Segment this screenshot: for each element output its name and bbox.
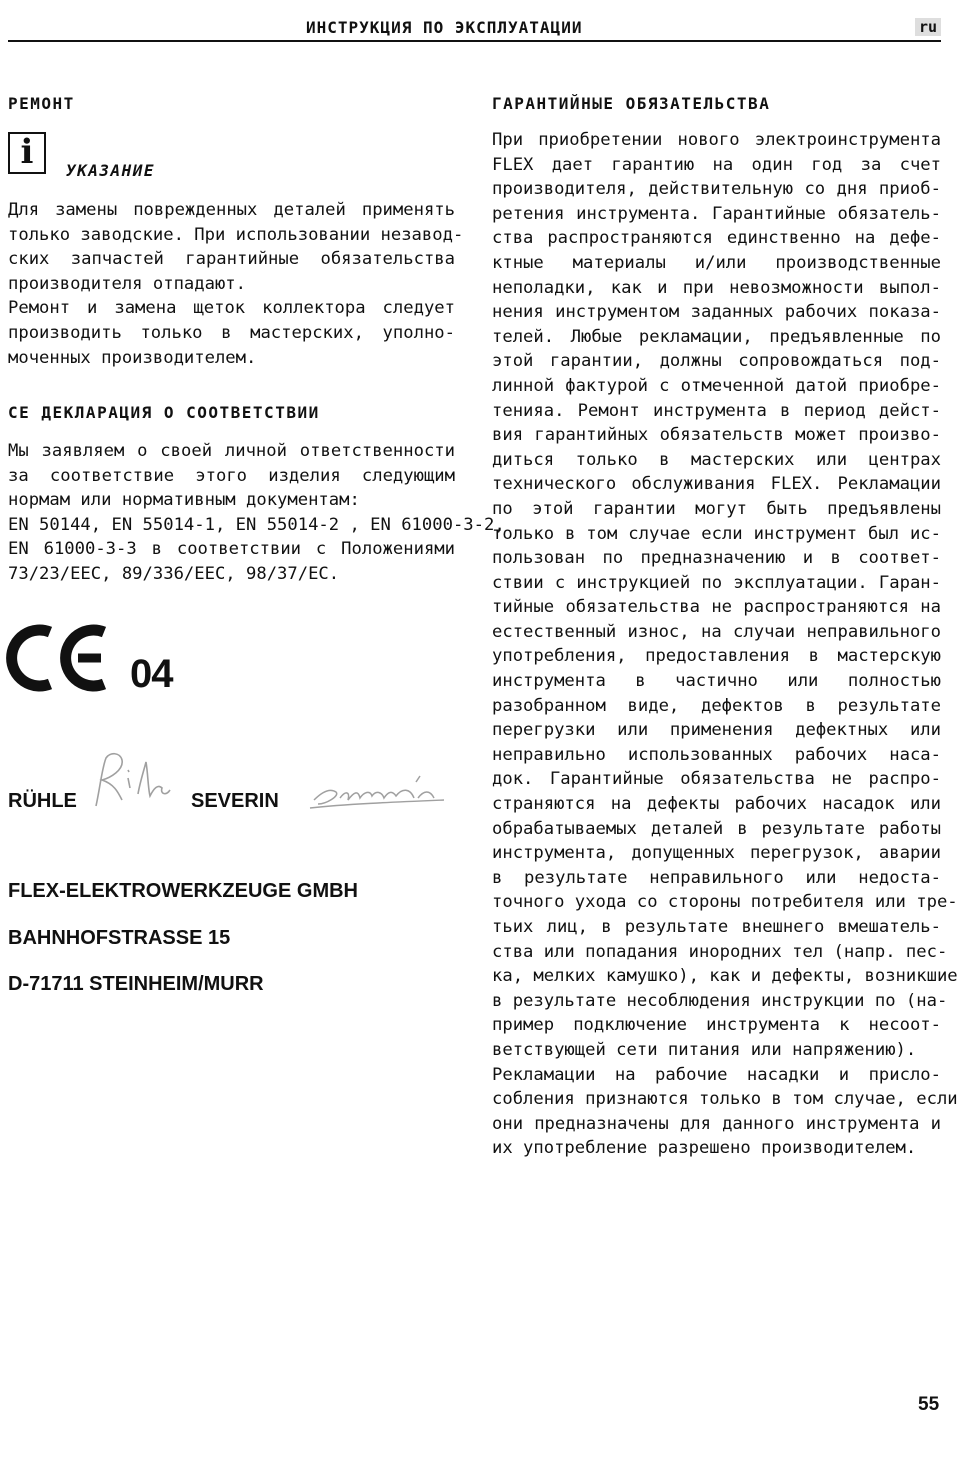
text-line: только в том случае если инструмент был ис- <box>492 523 941 544</box>
text-line: телей. Любые рекламации, предъявленные по <box>492 326 941 347</box>
declaration-text <box>8 439 505 587</box>
text-line: в результате несоблюдения инструкции по (на- <box>492 990 948 1011</box>
text-line: моченных производителем. <box>8 347 257 368</box>
text-line: FLEX дает гарантию на один год за счет <box>492 154 941 175</box>
text-line: нения инструментом заданных рабочих показа- <box>492 302 941 323</box>
text-line: EN 50144, EN 55014-1, EN 55014-2 , EN 61000-3-2, <box>8 514 505 535</box>
text-line: естественный износ, на случаи неправильного <box>492 621 941 642</box>
ce-mark-icon <box>8 622 108 694</box>
text-line: неполадки, как и при невозможности выпол- <box>492 277 941 298</box>
ce-number: 04 <box>130 652 173 696</box>
text-line: производителя отпадают. <box>8 273 246 294</box>
text-line: Рекламации на рабочие насадки и присло- <box>492 1064 941 1085</box>
page-header <box>8 14 941 42</box>
text-line: тийные обязательства не распространяются на <box>492 597 941 618</box>
text-line: пользован по предназначению и в соответ- <box>492 548 941 569</box>
text-line: производить только в мастерских, уполно- <box>8 322 455 343</box>
text-line: собления признаются только в том случае, если <box>492 1089 958 1110</box>
warranty-heading: ГАРАНТИЙНЫЕ ОБЯЗАТЕЛЬСТВА <box>492 94 771 113</box>
text-line: линной фактурой с отмеченной датой приобре- <box>492 375 941 396</box>
text-line: по этой гарантии могут быть предъявлены <box>492 498 941 519</box>
text-line: этой гарантии, должны сопровождаться под- <box>492 351 941 372</box>
text-line: тенияа. Ремонт инструмента в период дейст- <box>492 400 941 421</box>
company-street: BAHNHOFSTRASSE 15 <box>8 927 231 949</box>
page-number: 55 <box>918 1394 940 1415</box>
text-line: ктные материалы и/или производственные <box>492 252 941 273</box>
text-line: ских запчастей гарантийные обязательства <box>8 249 455 270</box>
signature-1-image <box>88 748 184 812</box>
text-line: Мы заявляем о своей личной ответственности <box>8 441 455 461</box>
text-line: Для замены поврежденных деталей применять <box>8 200 455 220</box>
text-line: их употребление разрешено производителем. <box>492 1138 917 1159</box>
text-line: пример подключение инструмента к несоот- <box>492 1015 941 1036</box>
repair-text <box>8 198 464 370</box>
header-title: ИНСТРУКЦИЯ ПО ЭКСПЛУАТАЦИИ <box>306 18 583 37</box>
text-line: неправильно использованных рабочих наса- <box>492 744 941 765</box>
text-line: ретения инструмента. Гарантийные обязатель- <box>492 203 941 224</box>
warranty-text <box>492 128 958 1161</box>
text-line: производителя, действительную со дня приоб- <box>492 179 941 200</box>
text-line: ветствующей сети питания или напряжению). <box>492 1039 917 1060</box>
text-line: При приобретении нового электроинструмента <box>492 130 941 150</box>
text-line: они предназначены для данного инструмента и <box>492 1113 941 1134</box>
text-line: EN 61000-3-3 в соответствии с Положениями <box>8 539 455 560</box>
text-line: инструмента, допущенных перегрузок, аварии <box>492 843 941 864</box>
language-badge: ru <box>915 18 941 36</box>
note-label: УКАЗАНИЕ <box>66 161 156 180</box>
repair-heading: РЕМОНТ <box>8 94 75 113</box>
text-line: ства распространяются единственно на дефе- <box>492 228 941 249</box>
text-line: док. Гарантийные обязательства не распро- <box>492 769 941 790</box>
text-line: вия гарантийных обязательств может произво- <box>492 425 941 446</box>
text-line: нормам или нормативным документам: <box>8 490 360 511</box>
text-line: 73/23/EEC, 89/336/EEC, 98/37/EC. <box>8 563 340 584</box>
signatory-1-name: RÜHLE <box>8 790 77 812</box>
text-line: ствии с инструкцией по эксплуатации. Гаран- <box>492 572 941 593</box>
company-city: D-71711 STEINHEIM/MURR <box>8 973 264 995</box>
text-line: обрабатываемых деталей в результате работы <box>492 818 941 839</box>
text-line: перегрузки или применения дефектных или <box>492 720 941 741</box>
text-line: диться только в мастерских или центрах <box>492 449 941 470</box>
text-line: тьих лиц, в результате внешнего вмешатель- <box>492 917 941 937</box>
text-line: разобранном виде, дефектов в результате <box>492 695 941 716</box>
signatory-2-name: SEVERIN <box>191 790 279 812</box>
info-icon: i <box>8 132 46 174</box>
text-line: страняются на дефекты рабочих насадок или <box>492 794 941 815</box>
text-line: только заводские. При использовании незавод- <box>8 224 464 245</box>
text-line: Ремонт и замена щеток коллектора следует <box>8 298 455 319</box>
text-line: ка, мелких камушко), как и дефекты, возникшие <box>492 966 958 987</box>
text-line: употребления, предоставления в мастерскую <box>492 646 941 667</box>
text-line: технического обслуживания FLEX. Рекламации <box>492 474 941 495</box>
text-line: в результате неправильного или недоста- <box>492 867 941 888</box>
company-name: FLEX-ELEKTROWERKZEUGE GMBH <box>8 880 358 902</box>
text-line: инструмента в частично или полностью <box>492 671 941 692</box>
declaration-heading: СЕ ДЕКЛАРАЦИЯ О СООТВЕТСТВИИ <box>8 403 320 422</box>
text-line: точного ухода со стороны потребителя или тре- <box>492 892 958 913</box>
text-line: ства или попадания инородних тел (напр. пес- <box>492 941 948 962</box>
signature-2-image <box>306 770 448 810</box>
text-line: за соответствие этого изделия следующим <box>8 465 455 486</box>
